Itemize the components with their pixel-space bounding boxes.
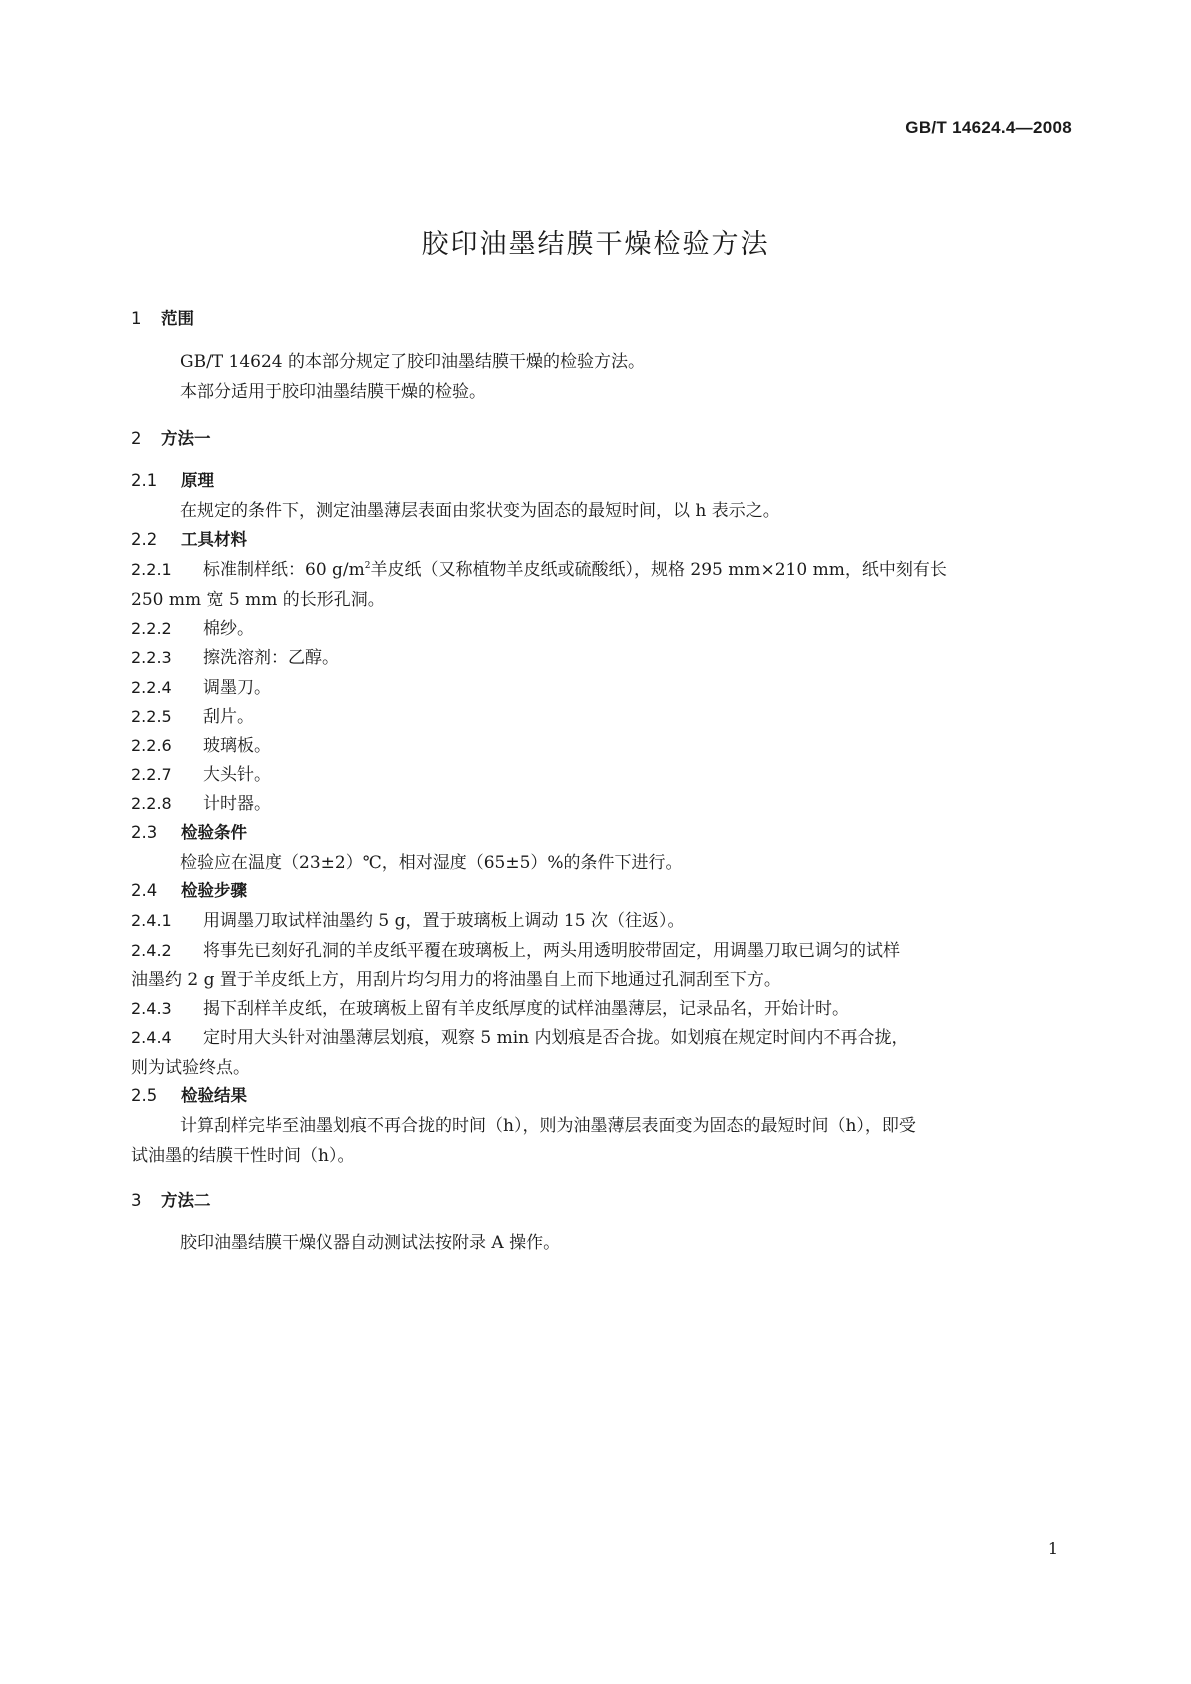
item-number: 2.2.5 [131,707,172,726]
section-1-heading [131,305,194,329]
section-number: 2 [131,429,142,448]
item-2-2-5 [131,702,254,727]
sec2-3-text: 检验应在温度（23±2）℃，相对湿度（65±5）%的条件下进行。 [180,853,683,873]
item-number: 2.2.3 [131,648,172,667]
section-2-4-heading [131,877,247,901]
item-text: 标准制样纸：60 g/m [203,560,365,580]
document-title: 胶印油墨结膜干燥检验方法 [421,229,770,260]
subsection-title: 原理 [181,471,214,490]
subsection-title: 检验步骤 [181,881,247,900]
item-2-2-6 [131,731,271,756]
item-number: 2.2.8 [131,794,172,813]
item-2-2-3 [131,643,339,668]
item-number: 2.2.6 [131,736,172,755]
item-text: 揭下刮样羊皮纸，在玻璃板上留有羊皮纸厚度的试样油墨薄层，记录品名，开始计时。 [203,999,849,1019]
sec2-1-text: 在规定的条件下，测定油墨薄层表面由浆状变为固态的最短时间，以 h 表示之。 [180,501,780,521]
item-number: 2.2.1 [131,560,172,579]
subsection-number: 2.4 [131,881,158,900]
item-2-4-3 [131,994,849,1019]
item-2-4-2-continuation: 油墨约 2 g 置于羊皮纸上方，用刮片均匀用力的将油墨自上而下地通过孔洞刮至下方。 [131,970,781,990]
item-number: 2.2.7 [131,765,172,784]
item-text-continued: 羊皮纸（又称植物羊皮纸或硫酸纸），规格 295 mm×210 mm，纸中刻有长 [370,560,947,580]
section-number: 1 [131,309,142,328]
section-2-5-heading [131,1082,247,1106]
subsection-number: 2.5 [131,1086,158,1105]
item-text: 用调墨刀取试样油墨约 5 g，置于玻璃板上调动 15 次（往返）。 [203,911,685,931]
sec1-paragraph-2: 本部分适用于胶印油墨结膜干燥的检验。 [180,382,486,402]
item-text: 刮片。 [203,707,254,727]
item-2-4-4 [131,1023,909,1048]
section-2-2-heading [131,526,247,550]
section-2-1-heading [131,467,214,491]
item-number: 2.4.2 [131,941,172,960]
item-2-2-8 [131,789,271,814]
item-2-2-2 [131,614,254,639]
item-text: 棉纱。 [203,619,254,639]
section-number: 3 [131,1191,142,1210]
sec2-5-continuation: 试油墨的结膜干性时间（h）。 [131,1146,355,1166]
item-number: 2.2.4 [131,678,172,697]
item-2-2-7 [131,760,271,785]
item-text: 计时器。 [203,794,271,814]
subsection-title: 检验条件 [181,823,247,842]
item-text: 玻璃板。 [203,736,271,756]
section-2-heading [131,425,211,449]
item-2-4-4-continuation: 则为试验终点。 [131,1058,250,1078]
section-title: 方法二 [161,1191,211,1210]
item-2-2-4 [131,673,271,698]
section-2-3-heading [131,819,247,843]
item-text: 大头针。 [203,765,271,785]
item-number: 2.4.3 [131,999,172,1018]
item-2-4-2 [131,936,900,961]
subsection-number: 2.2 [131,530,158,549]
standard-number: GB/T 14624.4—2008 [905,118,1072,137]
item-number: 2.2.2 [131,619,172,638]
sec3-text: 胶印油墨结膜干燥仪器自动测试法按附录 A 操作。 [180,1233,561,1253]
item-number: 2.4.1 [131,911,172,930]
subsection-title: 检验结果 [181,1086,247,1105]
item-number: 2.4.4 [131,1028,172,1047]
item-text: 调墨刀。 [203,678,271,698]
section-3-heading [131,1187,211,1211]
superscript: 2 [364,561,371,571]
item-text: 擦洗溶剂：乙醇。 [203,648,339,668]
sec2-5-text: 计算刮样完毕至油墨划痕不再合拢的时间（h），则为油墨薄层表面变为固态的最短时间（h），即受 [180,1116,916,1136]
item-text: 定时用大头针对油墨薄层划痕，观察 5 min 内划痕是否合拢。如划痕在规定时间内不再合拢， [203,1028,909,1048]
item-2-2-1 [131,555,947,580]
subsection-title: 工具材料 [181,530,247,549]
page-number: 1 [1047,1539,1058,1558]
section-title: 范围 [161,309,194,328]
subsection-number: 2.3 [131,823,158,842]
sec1-paragraph-1: GB/T 14624 的本部分规定了胶印油墨结膜干燥的检验方法。 [180,352,646,372]
item-2-4-1 [131,906,684,931]
section-title: 方法一 [161,429,211,448]
item-2-2-1-continuation: 250 mm 宽 5 mm 的长形孔洞。 [131,590,385,610]
item-text: 将事先已刻好孔洞的羊皮纸平覆在玻璃板上，两头用透明胶带固定，用调墨刀取已调匀的试样 [203,941,900,961]
subsection-number: 2.1 [131,471,158,490]
